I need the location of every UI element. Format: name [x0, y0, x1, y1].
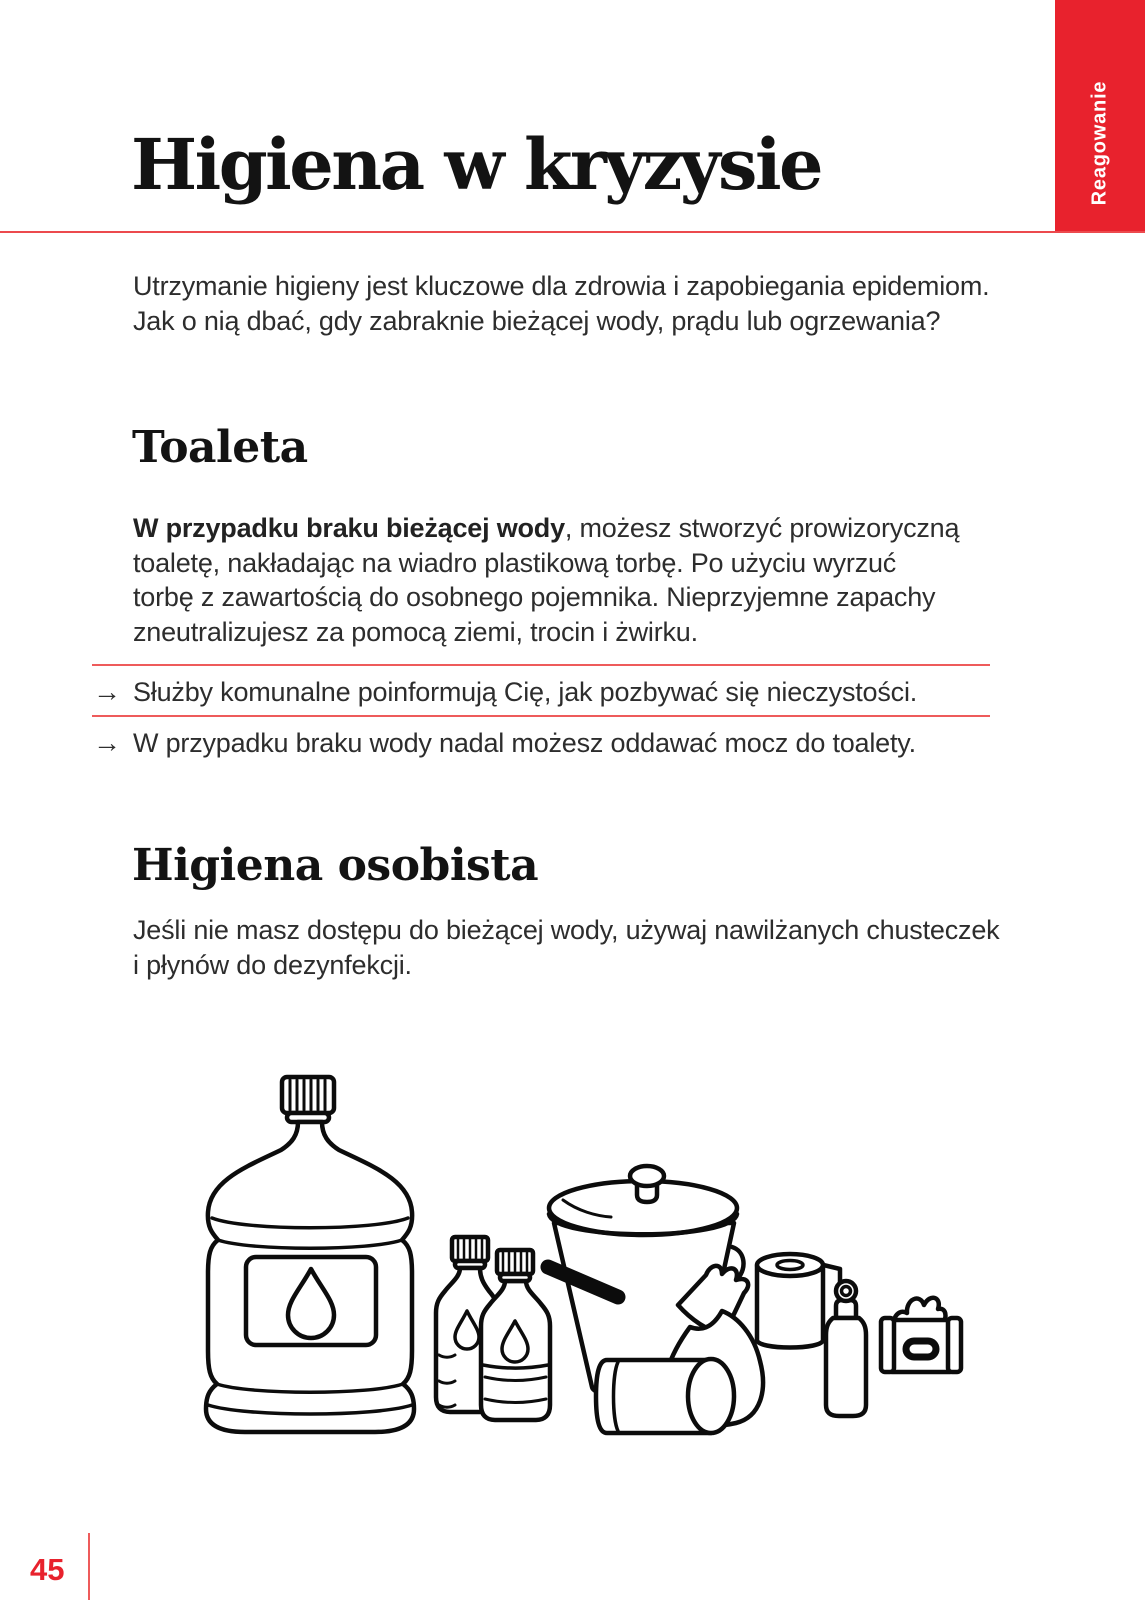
bullet-text: Służby komunalne poinformują Cię, jak pozbywać się nieczystości.: [133, 677, 918, 707]
section-heading-higiena-osobista: Higiena osobista: [132, 840, 539, 891]
arrow-icon: →: [93, 676, 121, 707]
title-rule: [0, 231, 1145, 233]
intro-line: Jak o nią dbać, gdy zabraknie bieżącej wody, prądu lub ogrzewania?: [133, 306, 941, 336]
higiena-paragraph: [133, 913, 999, 983]
para-line: Jeśli nie masz dostępu do bieżącej wody, używaj nawilżanych chusteczek: [133, 915, 1000, 945]
section-tab: [1055, 0, 1145, 232]
page-number: 45: [30, 1552, 65, 1587]
para-line: toaletę, nakładając na wiadro plastikową torbę. Po użyciu wyrzuć: [133, 547, 897, 578]
para-line: torbę z zawartością do osobnego pojemnika. Nieprzyjemne zapachy: [133, 582, 936, 612]
section-heading-toaleta: Toaleta: [132, 422, 308, 473]
toilet-paper-roll-illustration: [596, 1359, 734, 1433]
para-line: , możesz stworzyć prowizoryczną: [564, 513, 960, 543]
bullet-divider: [92, 715, 990, 717]
water-bottle-large-illustration: [481, 1250, 550, 1420]
bold-lead-text: W przypadku braku bieżącej wody: [133, 513, 565, 543]
intro-line: Utrzymanie higieny jest kluczowe dla zdrowia i zapobiegania epidemiom.: [133, 271, 990, 301]
footer-divider: [88, 1533, 90, 1600]
water-jug-illustration: [206, 1077, 414, 1432]
para-line: zneutralizujesz za pomocą ziemi, trocin i żwirku.: [133, 616, 698, 647]
bullet-item: [93, 676, 917, 710]
bullet-text: W przypadku braku wody nadal możesz oddawać mocz do toalety.: [133, 728, 916, 758]
para-line: i płynów do dezynfekcji.: [133, 950, 412, 980]
intro-paragraph: [133, 269, 989, 339]
page-title: Higiena w kryzysie: [131, 123, 822, 206]
section-tab-label: Reagowanie: [1088, 80, 1111, 206]
bullet-divider: [92, 664, 990, 666]
bullet-item: [93, 727, 916, 761]
wet-wipes-pack-illustration: [881, 1298, 961, 1372]
arrow-icon: →: [93, 727, 121, 758]
hygiene-supplies-illustration: [150, 1035, 1000, 1450]
toaleta-paragraph: [133, 511, 959, 649]
